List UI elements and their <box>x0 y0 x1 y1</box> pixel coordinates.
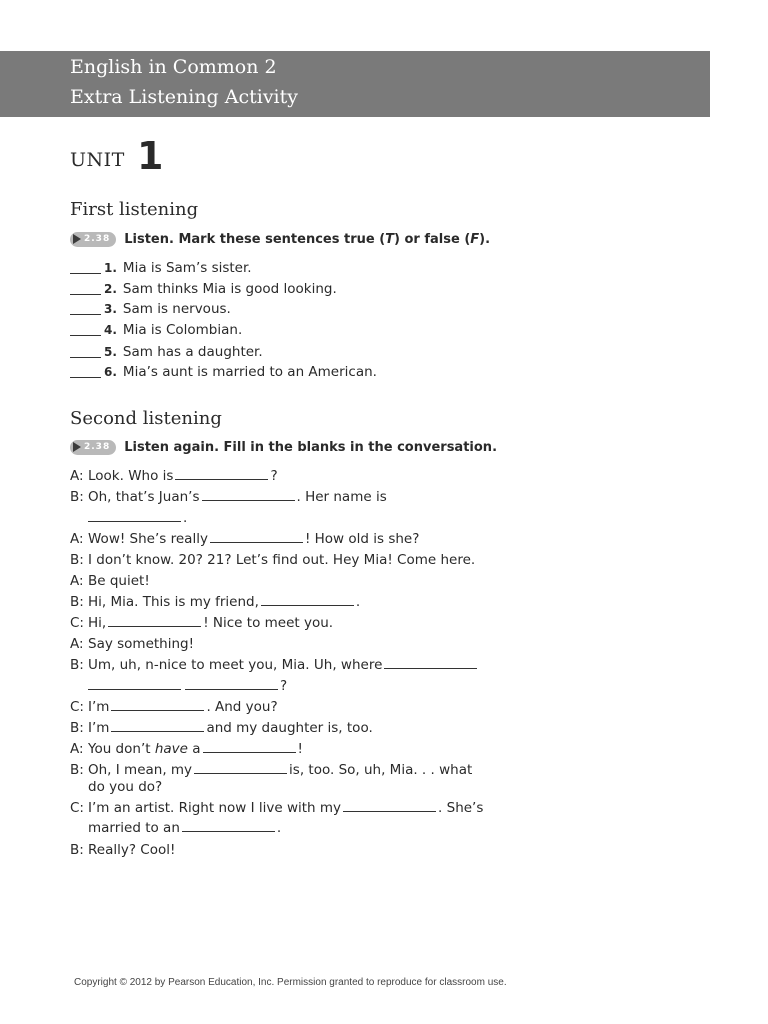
fill-blank[interactable] <box>203 741 296 753</box>
dialogue-line: A: Look. Who is ? <box>70 468 278 484</box>
answer-blank[interactable] <box>70 367 101 378</box>
tf-item: 3. Sam is nervous. <box>70 299 231 319</box>
dialogue-line: B: Hi, Mia. This is my friend, . <box>70 594 361 610</box>
dialogue-line: A: Say something! <box>70 636 195 652</box>
dialogue-line: A: Be quiet! <box>70 573 150 589</box>
dialogue-line: C: I’m an artist. Right now I live with my . She’s <box>70 800 484 816</box>
fill-blank[interactable] <box>111 699 204 711</box>
fill-blank[interactable] <box>108 615 201 627</box>
instruction-text: Listen. Mark these sentences true (T) or false (F). <box>124 231 491 247</box>
activity-title: Extra Listening Activity <box>70 86 298 108</box>
dialogue-line: . <box>88 510 187 526</box>
fill-blank[interactable] <box>194 762 287 774</box>
second-instruction <box>70 438 497 456</box>
fill-blank[interactable] <box>343 800 436 812</box>
book-title: English in Common 2 <box>70 56 277 78</box>
dialogue-line: B: Oh, that’s Juan’s . Her name is <box>70 489 387 505</box>
dialogue-line: B: I don’t know. 20? 21? Let’s find out. Hey Mia! Come here. <box>70 552 476 568</box>
dialogue-line: ? <box>88 678 287 694</box>
audio-play-icon[interactable] <box>70 440 116 455</box>
dialogue-line: B: Oh, I mean, my is, too. So, uh, Mia. . . what <box>70 762 473 778</box>
fill-blank[interactable] <box>88 510 181 522</box>
first-listening-title: First listening <box>70 199 199 220</box>
tf-item: 1. Mia is Sam’s sister. <box>70 258 252 278</box>
dialogue-line: B: Really? Cool! <box>70 842 176 858</box>
answer-blank[interactable] <box>70 325 101 336</box>
dialogue-line: A: Wow! She’s really ! How old is she? <box>70 531 420 547</box>
tf-item: 5. Sam has a daughter. <box>70 342 263 362</box>
dialogue-line: A: You don’t have a ! <box>70 741 303 757</box>
answer-blank[interactable] <box>70 263 101 274</box>
tf-item: 6. Mia’s aunt is married to an American. <box>70 362 377 382</box>
answer-blank[interactable] <box>70 347 101 358</box>
fill-blank[interactable] <box>210 531 303 543</box>
track-number: 2.38 <box>84 234 111 244</box>
dialogue-line: C: I’m . And you? <box>70 699 278 715</box>
audio-play-icon[interactable] <box>70 232 116 247</box>
track-number: 2.38 <box>84 442 111 452</box>
fill-blank[interactable] <box>261 594 354 606</box>
second-listening-title: Second listening <box>70 408 222 429</box>
unit-label: UNIT <box>70 149 125 171</box>
header-band <box>0 51 710 117</box>
dialogue-line: B: I’m and my daughter is, too. <box>70 720 373 736</box>
play-icon <box>73 234 81 244</box>
fill-blank[interactable] <box>182 820 275 832</box>
first-instruction <box>70 230 490 248</box>
dialogue-line: married to an . <box>88 820 282 836</box>
fill-blank[interactable] <box>202 489 295 501</box>
fill-blank[interactable] <box>111 720 204 732</box>
fill-blank[interactable] <box>88 678 181 690</box>
fill-blank[interactable] <box>384 657 477 669</box>
unit-number: 1 <box>137 134 164 178</box>
copyright-footer: Copyright © 2012 by Pearson Education, Inc. Permission granted to reproduce for classroom use. <box>74 977 507 988</box>
instruction-text: Listen again. Fill in the blanks in the conversation. <box>124 439 498 455</box>
play-icon <box>73 442 81 452</box>
answer-blank[interactable] <box>70 284 101 295</box>
tf-item: 4. Mia is Colombian. <box>70 320 242 340</box>
tf-item: 2. Sam thinks Mia is good looking. <box>70 279 337 299</box>
dialogue-line: B: Um, uh, n-nice to meet you, Mia. Uh, where <box>70 657 479 673</box>
answer-blank[interactable] <box>70 304 101 315</box>
fill-blank[interactable] <box>175 468 268 480</box>
dialogue-line: C: Hi, ! Nice to meet you. <box>70 615 334 631</box>
dialogue-line: do you do? <box>88 779 163 795</box>
fill-blank[interactable] <box>185 678 278 690</box>
